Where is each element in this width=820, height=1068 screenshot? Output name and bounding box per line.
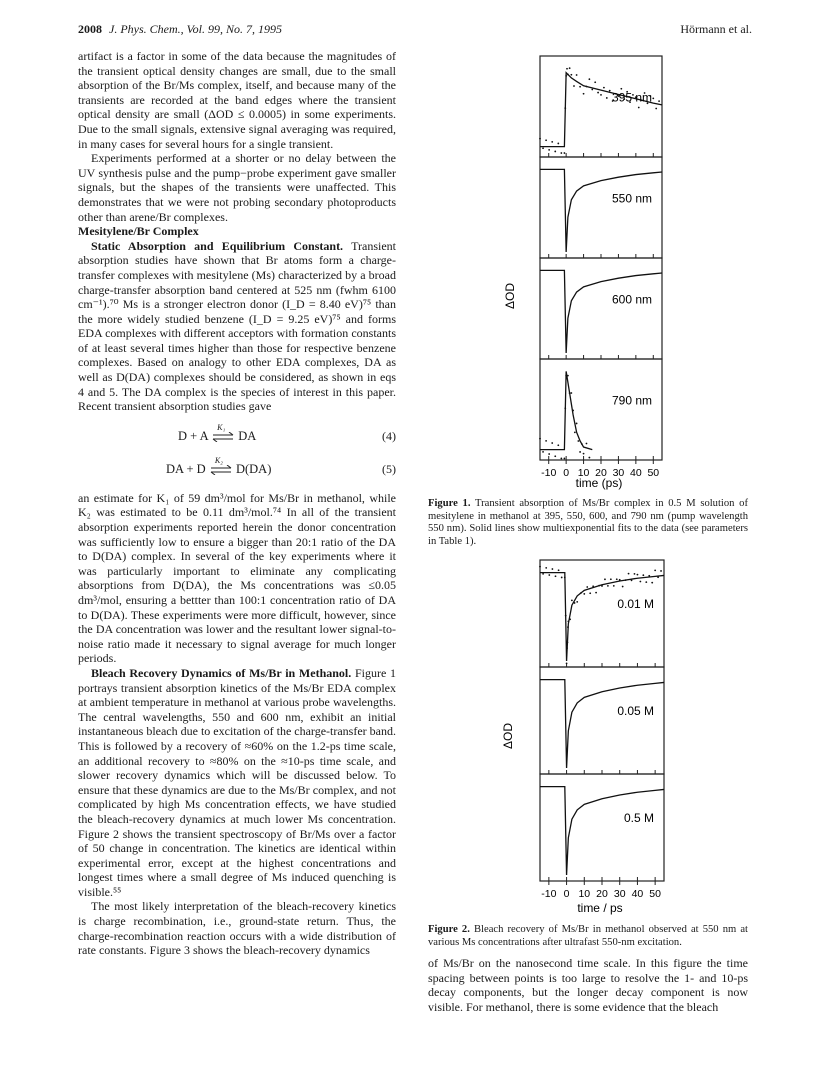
data-point (595, 592, 597, 594)
data-point (583, 593, 585, 595)
data-point (634, 573, 636, 575)
eq-constant: K₂ (214, 455, 223, 465)
data-point (577, 440, 579, 442)
panel-2 (540, 157, 662, 258)
data-point (631, 579, 633, 581)
y-axis-label: ΔOD (503, 282, 517, 310)
x-axis-label: time / ps (577, 901, 623, 915)
data-point (548, 574, 550, 576)
data-point (566, 663, 568, 665)
panel-2 (540, 667, 664, 774)
data-point (637, 574, 639, 576)
x-tick-label: 20 (596, 888, 608, 900)
data-point (654, 569, 656, 571)
panel-label: 600 nm (611, 292, 652, 307)
x-tick-label: 40 (631, 888, 644, 900)
panel-label: 550 nm (611, 191, 652, 206)
x-tick-label: 30 (612, 467, 625, 479)
data-point (579, 86, 581, 88)
data-point (658, 100, 660, 102)
eq-rhs: D(DA) (235, 461, 272, 476)
data-point (613, 585, 615, 587)
data-point (545, 440, 547, 442)
data-point (573, 85, 575, 87)
data-point (642, 574, 644, 576)
data-point (542, 573, 544, 575)
eq-lhs: D + A (178, 428, 208, 443)
data-point (648, 575, 650, 577)
data-point (567, 74, 569, 76)
data-point (545, 567, 547, 569)
data-point (566, 68, 568, 70)
equation-4 (78, 422, 396, 452)
data-point (572, 410, 574, 412)
data-point (586, 443, 588, 445)
panel-3 (540, 774, 664, 881)
data-point (570, 74, 572, 76)
x-tick-label: 50 (647, 467, 660, 479)
series-line (540, 787, 664, 875)
data-point (542, 147, 544, 149)
data-point (569, 618, 571, 620)
panel-frame (540, 774, 664, 881)
data-point (586, 586, 588, 588)
series-line (540, 169, 662, 252)
panel-label: 0.5 M (623, 811, 654, 826)
data-point (638, 107, 640, 109)
eq-rhs: DA (238, 428, 257, 443)
data-point (660, 570, 662, 572)
data-point (576, 601, 578, 603)
x-tick-label: 40 (630, 467, 642, 479)
data-point (583, 93, 585, 95)
equilibrium-arrow-icon (210, 455, 232, 475)
x-tick-label: 10 (577, 467, 590, 479)
caption-label: Figure 1. (428, 498, 471, 509)
paragraph: an estimate for K₁ of 59 dm³/mol for Ms/Br in methanol, while K₂ was estimated to be 0.11 dm³/mol.⁷⁴ In all of the transient absorption experiments reported herein the donor concentration was sufficiently low to ensure a bigger than 20:1 ratio of the DA to D(DA) complex. In several of the key experiments where it was particularly important to eliminate any complicating absorptions from D(DA), the Ms concentrations was ≤0.05 dm³/mol, ensuring a bettter than 100:1 concentration ratio of DA to D(DA). These experiments were more difficult, however, since the DA concentration was lower and the resultant lower signal-to-noise ratio made it necessary to signal average for much longer periods. (78, 490, 396, 666)
data-point (604, 578, 606, 580)
data-point (606, 97, 608, 99)
panel-frame (540, 560, 664, 667)
paragraph-text: Transient absorption studies have shown that Br atoms form a charge-transfer complexes with mesitylene (Ms) characterized by a broad charge-transfer absorption band centered at 525 nm (fwhm 6100 cm⁻¹).⁷⁰ Ms is a stronger electron donor (I_D = 8.40 eV)⁷⁵ than the more widely studied benzene (I_D = 9.25 eV)⁷⁵ and forms EDA complexes with different acceptors with formation constants of at least several times higher than those for respective benzene complexes. Based on analogy to other EDA complexes, DA as well as D(DA) complexes should be considered, as shown in eqs 4 and 5. The DA complex is the species of interest in this paper. Recent transient absorption studies gave (78, 238, 396, 414)
x-tick-label: -10 (541, 467, 557, 479)
caption-text: Transient absorption of Ms/Br complex in 0.5 M solution of mesitylene in methanol at 395, 550, 600, and 790 nm (pump wavelength 550 nm). Solid lines show multiexponential fits to the data (see parameters in Table 1). (428, 498, 748, 547)
paragraph: of Ms/Br on the nanosecond time scale. In this figure the time spacing between points is too large to resolve the 1- and 10-ps decay components, but the longer decay component is now visible. For methanol, there is some evidence that the bleach (428, 956, 748, 1014)
data-point (542, 451, 544, 453)
data-point (564, 577, 566, 579)
data-point (645, 581, 647, 583)
x-tick-label: 0 (563, 467, 570, 479)
equation-number: (5) (382, 461, 396, 476)
data-point (564, 407, 566, 409)
figure-1-chart (488, 52, 718, 492)
panel-1 (539, 56, 662, 157)
x-tick-label: 30 (613, 888, 626, 900)
figure-2-chart (488, 556, 718, 916)
data-point (609, 90, 611, 92)
y-axis-label: ΔOD (501, 722, 515, 750)
data-point (620, 88, 622, 90)
data-point (610, 578, 612, 580)
data-point (589, 592, 591, 594)
running-header-left (78, 22, 282, 37)
data-point (551, 141, 553, 143)
data-point (567, 642, 569, 644)
series-line (540, 73, 662, 147)
data-point (588, 78, 590, 80)
paragraph-text: Figure 1 portrays transient absorption kinetics of the Ms/Br EDA complex at ambient temperature in methanol at various probe wavelengths. The central wavelengths, 550 and 600 nm, exhibit an initial instantaneous bleach due to excitation of the charge-transfer band. This is followed by a recovery of ≈60% on the 1.2-ps time scale, an additional recovery to ≈80% on the ≈10-ps time scale, and slower recovery dynamics which will be discussed below. To ensure that these dynamics are due to the Ms/Br complex, and not complicated by high Ms concentration effects, we have studied the bleach-recovery dynamics at much lower Ms concentration. Figure 2 shows the transient spectroscopy of Br/Ms over a factor of 50 change in concentration. The kinetics are identical within experimental error, except at the highest concentrations and longest times where a small degree of Ms induced quenching is visible.⁵⁵ (78, 665, 396, 899)
panel-label: 0.01 M (617, 597, 654, 612)
data-point (628, 573, 630, 575)
data-point (539, 566, 541, 568)
data-point (560, 458, 562, 460)
data-point (655, 108, 657, 110)
data-point (639, 581, 641, 583)
data-point (565, 75, 567, 77)
data-point (569, 67, 571, 69)
data-point (548, 453, 550, 455)
data-point (561, 577, 563, 579)
data-point (583, 453, 585, 455)
data-point (545, 139, 547, 141)
data-point (625, 579, 627, 581)
data-point (657, 576, 659, 578)
figure-1-caption (428, 498, 748, 548)
data-point (652, 97, 654, 99)
data-point (564, 152, 566, 154)
panel-label: 395 nm (611, 90, 652, 105)
data-point (651, 582, 653, 584)
data-point (619, 579, 621, 581)
data-point (560, 152, 562, 154)
data-point (598, 585, 600, 587)
data-point (554, 455, 556, 457)
equation-5 (78, 455, 396, 485)
equation-number: (4) (382, 428, 396, 443)
data-point (539, 438, 541, 440)
data-point (576, 74, 578, 76)
data-point (586, 86, 588, 88)
data-point (548, 149, 550, 151)
data-point (566, 647, 568, 649)
data-point (580, 592, 582, 594)
panel-frame (540, 56, 662, 157)
data-point (569, 392, 571, 394)
run-in-heading: Bleach Recovery Dynamics of Ms/Br in Methanol. (91, 665, 352, 680)
data-point (603, 87, 605, 89)
x-tick-label: 10 (578, 888, 591, 900)
x-tick-label: 20 (595, 467, 607, 479)
data-point (570, 392, 572, 394)
x-tick-label: 50 (649, 888, 661, 900)
series-line (540, 680, 664, 768)
data-point (574, 602, 576, 604)
x-tick-label: -10 (541, 888, 557, 900)
panel-frame (540, 157, 662, 258)
data-point (564, 107, 566, 109)
data-point (557, 444, 559, 446)
data-point (601, 585, 603, 587)
data-point (616, 578, 618, 580)
panel-frame (540, 258, 662, 359)
paragraph (78, 666, 396, 900)
panel-3 (540, 258, 662, 359)
data-point (579, 451, 581, 453)
data-point (594, 81, 596, 83)
x-tick-label: 0 (563, 888, 570, 900)
data-point (622, 586, 624, 588)
data-point (564, 458, 566, 460)
left-column (78, 49, 396, 958)
panel-1 (539, 560, 664, 667)
data-point (558, 569, 560, 571)
panel-4 (539, 359, 662, 460)
eq-constant: K₁ (217, 422, 226, 432)
data-point (554, 151, 556, 153)
paragraph (78, 239, 396, 414)
data-point (551, 442, 553, 444)
section-heading: Mesitylene/Br Complex (78, 224, 199, 239)
data-point (592, 585, 594, 587)
data-point (574, 431, 576, 433)
journal-citation: J. Phys. Chem., Vol. 99, No. 7, 1995 (109, 22, 282, 36)
paragraph: Experiments performed at a shorter or no delay between the UV synthesis pulse and the pump−probe experiment gave smaller signals, but the shapes of the transients were unaffected. This demonstrates that we were not probing secondary photoproducts other than arene/Br complexes. (78, 151, 396, 224)
data-point (576, 423, 578, 425)
figure-2-caption (428, 924, 748, 949)
panel-frame (540, 667, 664, 774)
panel-label: 0.05 M (617, 704, 654, 719)
data-point (552, 568, 554, 570)
data-point (555, 575, 557, 577)
data-point (600, 94, 602, 96)
data-point (571, 600, 573, 602)
page-number: 2008 (78, 22, 102, 36)
paragraph: The most likely interpretation of the bleach-recovery kinetics is charge recombination, i.e., ground-state return. Thus, the charge-recombination reaction occurs with a wide distribution of rate constants. Figure 3 shows the bleach-recovery dynamics (78, 899, 396, 958)
data-point (588, 457, 590, 459)
data-point (565, 615, 567, 617)
data-point (607, 585, 609, 587)
x-axis-label: time (ps) (575, 476, 623, 490)
data-point (567, 621, 569, 623)
running-header-authors: Hörmann et al. (680, 22, 752, 36)
data-point (565, 375, 567, 377)
equilibrium-arrow-icon (212, 422, 234, 442)
panel-label: 790 nm (611, 393, 652, 408)
data-point (539, 138, 541, 140)
run-in-heading: Static Absorption and Equilibrium Constant. (91, 238, 344, 253)
caption-text: Bleach recovery of Ms/Br in methanol observed at 550 nm at various Ms concentrations after ultrafast 550-nm excitation. (428, 924, 748, 948)
data-point (567, 626, 569, 628)
data-point (597, 92, 599, 94)
right-column (428, 956, 748, 1014)
caption-label: Figure 2. (428, 924, 470, 935)
eq-lhs: DA + D (166, 461, 206, 476)
paragraph: artifact is a factor in some of the data because the magnitudes of the transient optical density changes are small, due to the small absorption of the Br/Ms complex, itself, and because many of the transients are recorded at the band edges where the transient optical density are small (ΔOD ≤ 0.0005) in some experiments. Due to the small signals, extensive signal averaging was required, in many cases for several hours for a single transient. (78, 49, 396, 151)
data-point (567, 375, 569, 377)
series-line (540, 270, 662, 353)
data-point (591, 89, 593, 91)
data-point (581, 443, 583, 445)
data-point (557, 143, 559, 145)
series-line (540, 371, 592, 449)
